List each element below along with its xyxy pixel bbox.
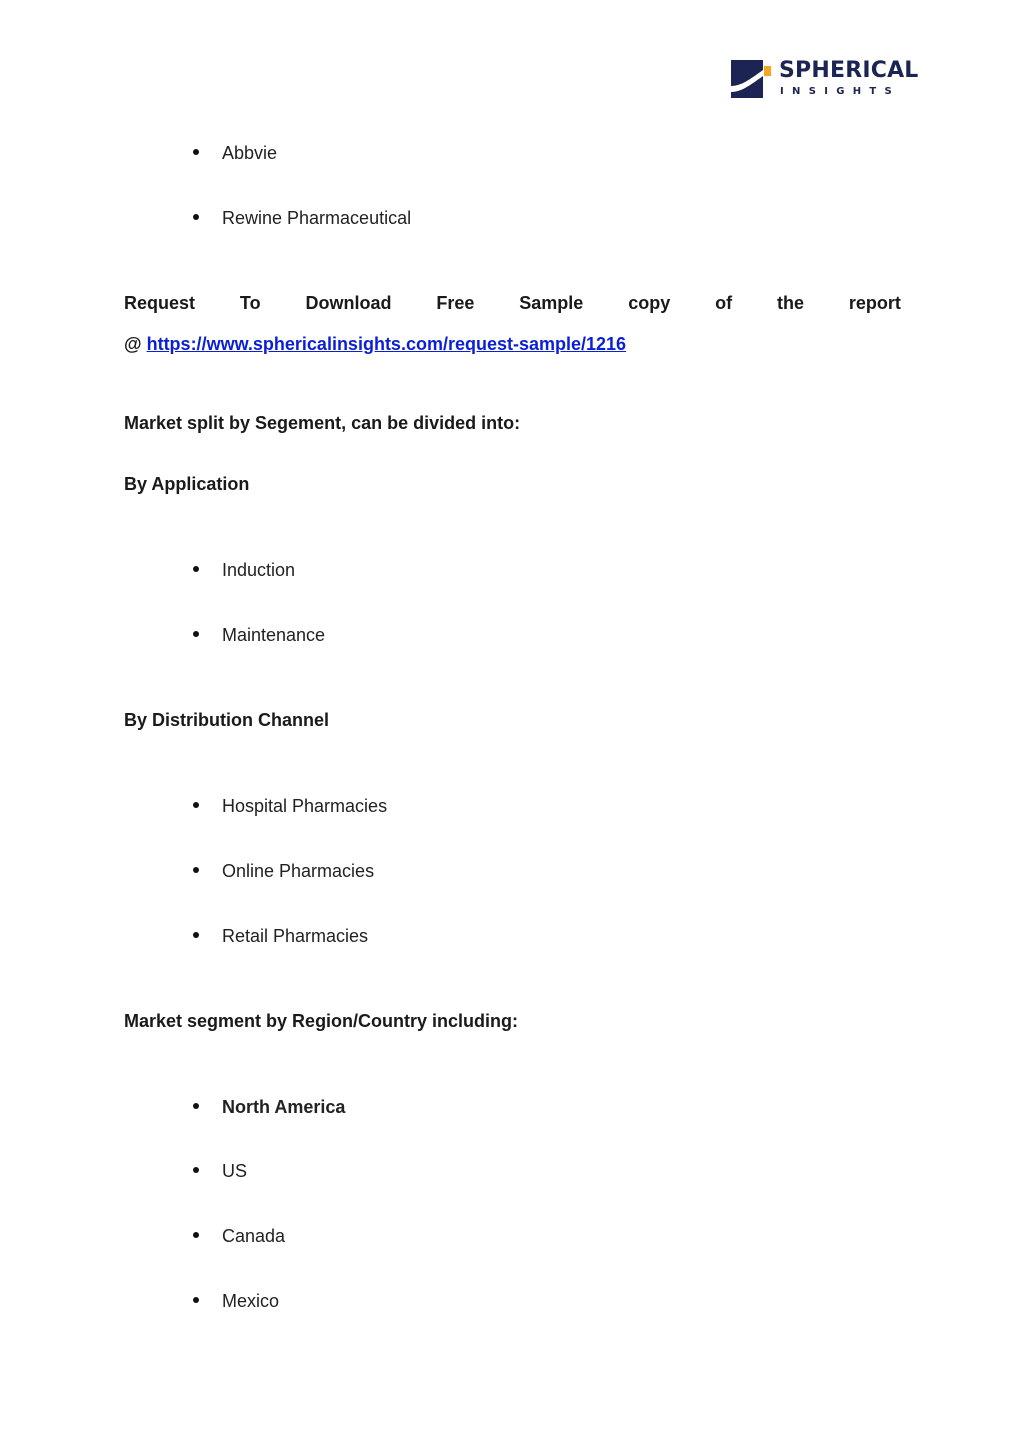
request-link-line (124, 331, 626, 357)
list-item (193, 1223, 285, 1249)
segment-heading: Market split by Segement, can be divided into: (124, 413, 521, 433)
list-item-text: Mexico (222, 1291, 280, 1311)
logo-mark-icon (731, 60, 771, 98)
bullet-icon (193, 149, 199, 155)
list-item (193, 205, 411, 231)
list-item (193, 140, 277, 166)
request-word: Sample (519, 293, 584, 313)
bullet-icon (193, 802, 199, 808)
logo-title: SPHERICAL (779, 58, 919, 83)
list-item-text: Rewine Pharmaceutical (222, 208, 412, 228)
list-item-text: US (222, 1161, 248, 1181)
list-item (193, 923, 368, 949)
request-word: copy (628, 293, 671, 313)
list-item-text: Hospital Pharmacies (222, 796, 388, 816)
bullet-icon (193, 867, 199, 873)
request-word: To (239, 293, 261, 313)
region-heading: Market segment by Region/Country including: (124, 1011, 519, 1031)
logo-subtitle: INSIGHTS (780, 86, 901, 97)
request-word: the (776, 293, 804, 313)
bullet-icon (193, 631, 199, 637)
list-item (193, 1288, 279, 1314)
bullet-icon (193, 932, 199, 938)
bullet-icon (193, 214, 199, 220)
list-item-text: Canada (222, 1226, 286, 1246)
list-item (193, 793, 387, 819)
list-item-text: Online Pharmacies (222, 861, 375, 881)
request-word: Download (305, 293, 392, 313)
list-item (193, 858, 374, 884)
by-distribution-heading: By Distribution Channel (124, 710, 330, 730)
list-item (193, 1158, 247, 1184)
request-word: of (715, 293, 733, 313)
list-item-text: Abbvie (222, 143, 278, 163)
spherical-insights-logo (731, 58, 919, 100)
request-word: Free (436, 293, 475, 313)
bullet-icon (193, 566, 199, 572)
request-word: Request (124, 293, 196, 313)
list-item-text: North America (222, 1097, 346, 1117)
at-sign: @ (124, 334, 142, 354)
list-item (193, 622, 325, 648)
bullet-icon (193, 1103, 199, 1109)
by-application-heading: By Application (124, 474, 250, 494)
list-item-text: Retail Pharmacies (222, 926, 369, 946)
list-item-text: Induction (222, 560, 296, 580)
list-item (193, 1094, 345, 1120)
request-sample-text (124, 290, 901, 316)
request-sample-link[interactable]: https://www.sphericalinsights.com/request-sample/1216 (146, 334, 627, 354)
bullet-icon (193, 1232, 199, 1238)
bullet-icon (193, 1297, 199, 1303)
list-item (193, 557, 295, 583)
request-word: report (848, 293, 901, 313)
list-item-text: Maintenance (222, 625, 326, 645)
bullet-icon (193, 1167, 199, 1173)
